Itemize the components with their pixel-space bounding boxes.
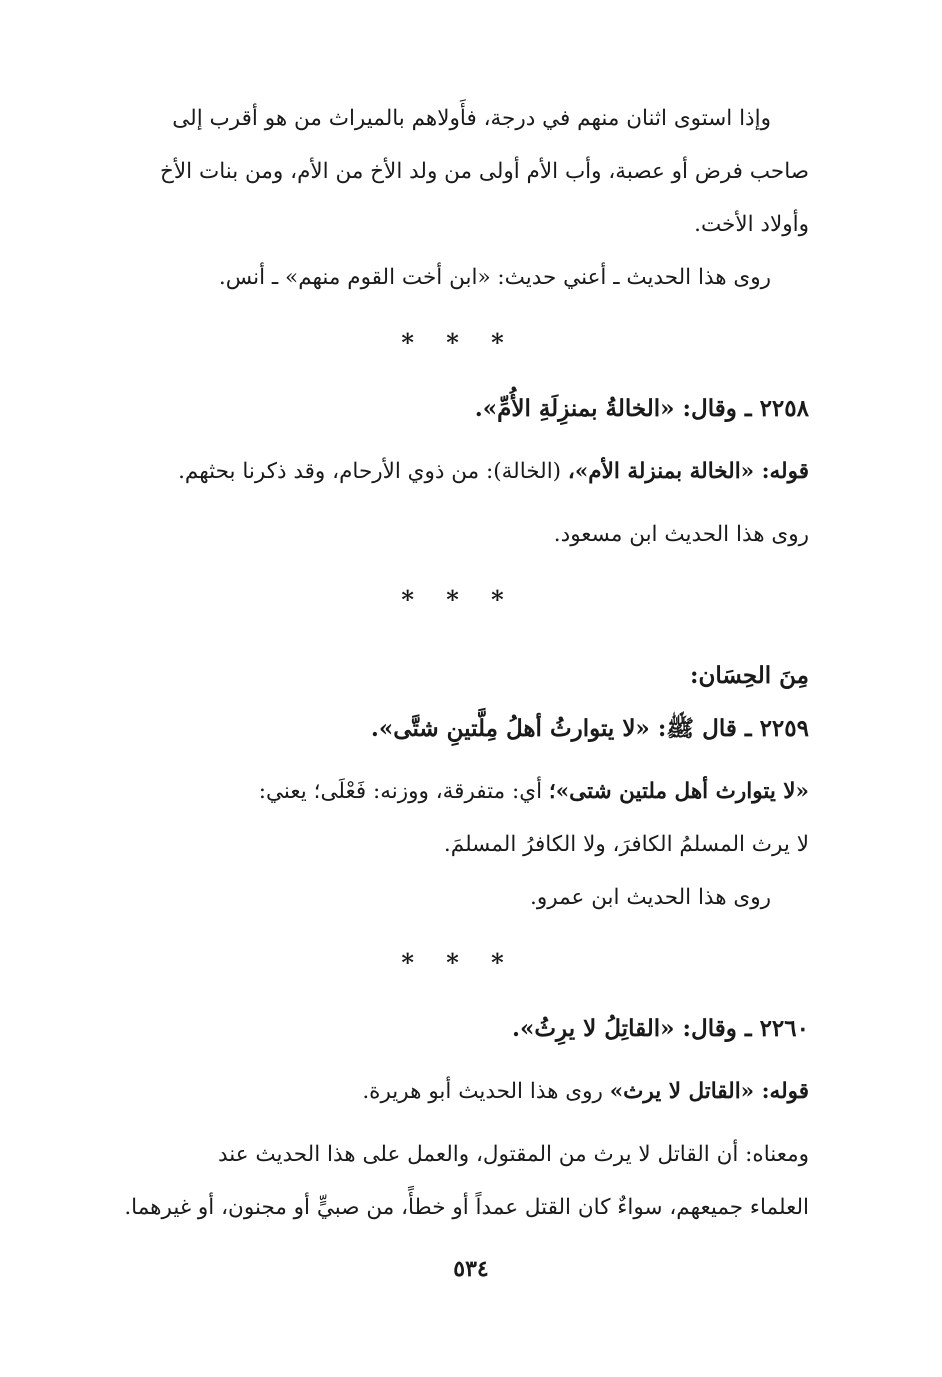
hadith-2258-commentary	[96, 445, 809, 498]
intro-line-2: صاحب فرض أو عصبة، وأب الأم أولى من ولد الأخ من الأم، ومن بنات الأخ	[160, 159, 809, 184]
hadith-2260-meaning-line-1: ومعناه: أن القاتل لا يرث من المقتول، والعمل على هذا الحديث عند	[217, 1142, 809, 1167]
hadith-2258-number: ٢٢٥٨ ـ وقال:	[674, 395, 809, 422]
hadith-2260-commentary	[96, 1065, 809, 1118]
hadith-2260-commentary-text: روى هذا الحديث أبو هريرة.	[362, 1079, 610, 1104]
hadith-2259-text: «لا يتوارثُ أهلُ مِلَّتينِ شتَّى».	[370, 715, 650, 742]
hadith-2259-commentary-quote: «لا يتوارث أهل ملتين شتى»؛	[548, 779, 809, 804]
section-title: مِنَ الحِسَان:	[690, 662, 809, 689]
hadith-2259-narration: روى هذا الحديث ابن عمرو.	[530, 885, 771, 910]
section-separator: * * *	[401, 585, 516, 614]
hadith-2260-heading	[96, 1002, 809, 1055]
intro-line-3: وأولاد الأخت.	[694, 212, 809, 237]
section-separator: * * *	[401, 328, 516, 357]
hadith-2259-heading	[96, 702, 809, 755]
hadith-2260-commentary-quote: قوله: «القاتل لا يرث»	[609, 1079, 809, 1104]
hadith-2259-commentary-line-2: لا يرث المسلمُ الكافرَ، ولا الكافرُ المسلمَ.	[443, 832, 809, 857]
hadith-2259-commentary	[96, 765, 809, 818]
hadith-2259-commentary-text: أي: متفرقة، ووزنه: فَعْلَى؛ يعني:	[258, 779, 549, 804]
hadith-2259-number: ٢٢٥٩ ـ قال ﷺ:	[649, 715, 809, 742]
hadith-2260-number: ٢٢٦٠ ـ وقال:	[674, 1015, 809, 1042]
hadith-2258-heading	[96, 382, 809, 435]
hadith-2258-commentary-text: (الخالة): من ذوي الأرحام، وقد ذكرنا بحثهم.	[178, 459, 568, 484]
hadith-2258-narration: روى هذا الحديث ابن مسعود.	[553, 522, 809, 547]
hadith-2258-commentary-quote: قوله: «الخالة بمنزلة الأم»،	[567, 459, 809, 484]
page-number: ٥٣٤	[453, 1256, 489, 1282]
intro-narration: روى هذا الحديث ـ أعني حديث: «ابن أخت القوم منهم» ـ أنس.	[218, 265, 771, 290]
section-separator: * * *	[401, 948, 516, 977]
hadith-2260-meaning-line-2: العلماء جميعهم، سواءٌ كان القتل عمداً أو خطأً، من صبيٍّ أو مجنون، أو غيرهما.	[124, 1195, 809, 1220]
hadith-2258-text: «الخالةُ بمنزِلَةِ الأُمِّ».	[474, 395, 675, 422]
hadith-2260-text: «القاتِلُ لا يرِثُ».	[512, 1015, 675, 1042]
intro-line-1: وإذا استوى اثنان منهم في درجة، فأَولاهم بالميراث من هو أقرب إلى	[172, 106, 771, 131]
